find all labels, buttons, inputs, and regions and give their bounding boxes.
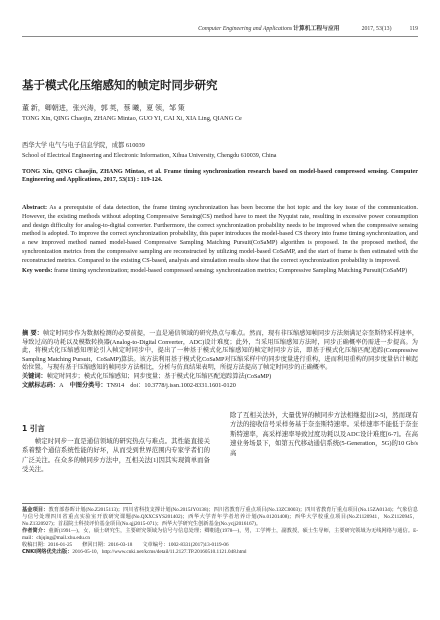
abstract-en	[22, 204, 418, 266]
doc-code-label: 文献标志码：	[22, 381, 60, 389]
clc-number: TN914	[106, 381, 125, 389]
intro-right-column: 除了互相关法外，大量优异的帧同步方法相继提出[2-5]，然而现有方法的接收信号采样务基于奈奎斯特速率。采样速率不能低于奈奎斯特速率，高采样速率导致过度功耗以及ADC设计难度[6-7]。在高速业务场景下，如第五代移动通信系统(5-Generation，5G)的10 Gb/s高	[230, 412, 418, 457]
journal-name-en: Computer Engineering and Applications	[198, 26, 293, 32]
citation: TONG Xin, QING Chaojin, ZHANG Mintao, et al. Frame timing synchronization research based on model-based compressed sensing. Computer Engineering and Applications, 2017, 53(13) : 119-124.	[22, 168, 418, 184]
authors-en: TONG Xin, QING Chaojin, ZHANG Mintao, GUO YI, CAI Xi, XIA Ling, QIANG Ce	[22, 115, 242, 122]
footnotes	[22, 507, 418, 556]
abstract-en-block	[22, 204, 418, 275]
keywords-cn-text: 帧定时同步；模式化压缩感知；同步度量；基于模式化压缩匹配追踪算法(CoSaMP)	[46, 372, 272, 380]
keywords-en	[22, 267, 418, 276]
cnki-text: 2016-05-10，http://www.cnki.net/kcms/detail/11.2127.TP.20160510.1121.048.html	[72, 549, 247, 555]
classification-line	[22, 382, 418, 391]
year-issue: 2017, 53(13)	[361, 26, 392, 32]
funding-label: 基金项目：	[22, 507, 49, 513]
revised-date: 修回日期：2016-03-18	[82, 542, 133, 548]
affiliation-en: School of Electrical Engineering and Electronic Information, Xihua University, Chengdu 610039, China	[22, 153, 277, 159]
doc-code: A	[59, 381, 64, 389]
abstract-en-text: As a prerequisite of data detection, the frame timing synchronization has been become the hot topic and the key issue of the communication. However, the existing methods without adopting Compressive Sensing(CS) method have to meet the Nyquist rate, resulting in excessive power consumption and design difficulty for analog-to-digital converter. Furthermore, the correct synchronization probability needs to be improved when the compressive sensing method is adopted. To improve the correct synchronization probability, this paper introduces the model-based CS theory into frame timing synchronization, and a new improved method named model-based Compressive Sampling Matching Pursuit(CoSaMP) algorithm is proposed. In the proposed method, the synchronization metrics from the compressive sampling are reconstructed by utilizing model-based CoSaMP, and the start of frame is then estimated with the reconstructed metrics. Compared to the existing CS-based, analysis and simulation results show that the correct synchronization probability is improved.	[22, 204, 418, 264]
keywords-cn	[22, 373, 418, 382]
cnki-label: CNKI网络优先出版：	[22, 549, 73, 555]
abstract-cn	[22, 330, 418, 373]
doi: doi：10.3778/j.issn.1002-8331.1601-0120	[130, 381, 236, 389]
page-number: 119	[409, 26, 418, 32]
keywords-en-label: Key words:	[22, 266, 53, 274]
abstract-cn-label: 摘 要：	[22, 330, 43, 337]
article-number: 文章编号：1002-8331(2017)13-0119-06	[142, 542, 229, 548]
footnote-rule	[22, 503, 132, 504]
funding-text: 教育部春晖计划(No.Z2015113)；四川省科技支撑计划(No.2015JY0138)；四川省教育厅重点项目(No.13ZC0003)；四川省教育厅重点项目(No.15ZA0134)；气象信息与信号处理四川省重点实验室开放研究课题(No.QXXCSYS201402)；西华大学青年学者培养计划(No.01201408)；西华大学校重点项目(No.Z1120941，No.Z1120945，No.Z1320927)；首届院士科技评价基金项目(No.qjj2015-071)；西华大学研究生创新基金(No.ycjj2016167)。	[22, 507, 418, 527]
intro-left-column: 帧定时同步一直是通信领域的研究热点与难点。其性能直接关系着整个通信系统性能的好坏，从而受到世界范围内专家学者们的广泛关注。在众多的帧同步方法中，互相关法[1]因其实现简单而备受关注。	[22, 438, 210, 474]
funding-note	[22, 507, 418, 528]
author-info-label: 作者简介：	[22, 528, 49, 534]
abstract-en-label: Abstract:	[22, 204, 48, 211]
abstract-cn-text: 帧定时同步作为数据检测的必要前提，一直是通信领域的研究热点与难点。然而，现有非压缩感知帧同步方法须满足奈奎斯特采样速率，导致过高的功耗以及模数转换器(Analog-to-Digital Converter，ADC)设计难度；此外，当采用压缩感知方法时，同步正确概率仍需进一步提高。为此，将模式化压缩感知理论引入帧定时同步中，提出了一种基于模式化压缩感知的帧定时同步方法，即基于模式化压缩匹配追踪(Compressive Sampling Matching Pursuit，CoSaMP)算法。该方法利用基于模式化CoSaMP对压缩采样中的同步度量进行重构，进而利用重构的同步度量估计帧起始位置。与现有基于压缩感知的帧同步方法相比，分析与仿真结果表明，所提方法提高了帧定时同步的正确概率。	[22, 330, 419, 372]
author-note	[22, 528, 418, 542]
affiliation-cn: 西华大学 电气与电子信息学院，成都 610039	[22, 142, 145, 149]
keywords-en-text: frame timing synchronization; model-based compressed sensing; synchronization metrics; Compressive Sampling Matching Pursuit(CoSaMP)	[53, 266, 408, 274]
authors-cn: 董 新，卿朝进，张兴涛，郭 英，蔡 曦，夏 领，邹 策	[22, 104, 185, 112]
running-header	[22, 25, 418, 33]
section-heading: 1 引言	[22, 424, 45, 433]
abstract-cn-block	[22, 330, 418, 390]
keywords-cn-label: 关键词：	[22, 372, 47, 380]
header-rule	[22, 36, 418, 37]
cnki-note	[22, 549, 418, 556]
author-info-text: 童新(1991—)，女，硕士研究生，主要研究领域为信号与信息处理；卿朝进(1978—)，男，工学博士，副教授，硕士生导师，主要研究领域为无线网络与通信。E-mail：chjqing@mail.xhu.edu.cn	[22, 528, 418, 541]
paper-title: 基于模式化压缩感知的帧定时同步研究	[22, 78, 218, 92]
received-date: 收稿日期：2016-01-25	[22, 542, 73, 548]
dates-line	[22, 542, 418, 549]
journal-name-cn: 计算机工程与应用	[293, 26, 340, 32]
clc-label: 中图分类号：	[69, 381, 107, 389]
